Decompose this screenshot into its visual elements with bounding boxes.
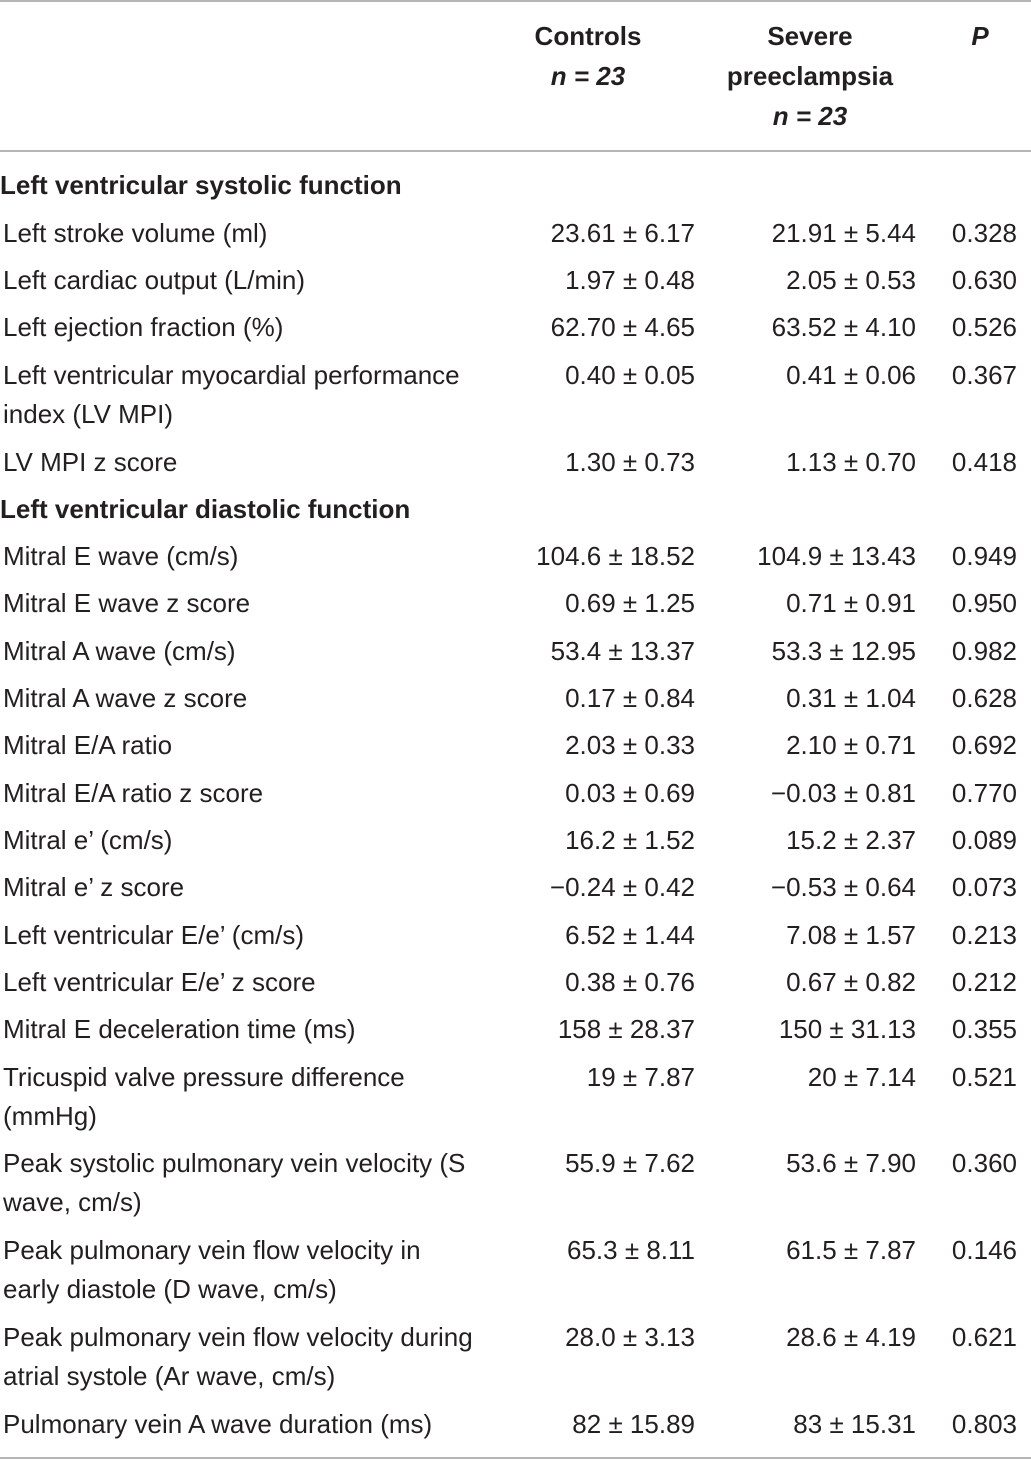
severe-value: 150 ± 31.13 <box>778 1014 916 1044</box>
row-label: Pulmonary vein A wave duration (ms) <box>3 1409 433 1439</box>
controls-value: 0.69 ± 1.25 <box>565 588 695 618</box>
row-label: Left ventricular E/e’ (cm/s) <box>3 920 305 950</box>
p-value: 0.803 <box>951 1409 1017 1439</box>
controls-value: 1.97 ± 0.48 <box>565 265 695 295</box>
severe-value: 21.91 ± 5.44 <box>771 218 916 248</box>
row-label: Left ventricular myocardial performance index (LV MPI) <box>3 360 460 429</box>
section-systolic: Left ventricular systolic function <box>0 170 402 200</box>
section-diastolic: Left ventricular diastolic function <box>0 494 411 524</box>
header-severe-n: n = 23 <box>772 101 848 131</box>
severe-value: 53.3 ± 12.95 <box>771 636 916 666</box>
controls-value: 53.4 ± 13.37 <box>550 636 695 666</box>
p-value: 0.146 <box>951 1235 1017 1265</box>
severe-value: 61.5 ± 7.87 <box>786 1235 916 1265</box>
controls-value: 0.03 ± 0.69 <box>565 778 695 808</box>
p-value: 0.355 <box>951 1014 1017 1044</box>
severe-value: −0.03 ± 0.81 <box>770 778 916 808</box>
p-value: 0.360 <box>951 1148 1017 1178</box>
controls-value: −0.24 ± 0.42 <box>549 872 695 902</box>
p-value: 0.630 <box>951 265 1017 295</box>
p-value: 0.621 <box>951 1322 1017 1352</box>
controls-value: 2.03 ± 0.33 <box>565 730 695 760</box>
header-controls-n: n = 23 <box>550 61 626 91</box>
controls-value: 28.0 ± 3.13 <box>565 1322 695 1352</box>
p-value: 0.213 <box>951 920 1017 950</box>
severe-value: 2.05 ± 0.53 <box>786 265 916 295</box>
header-controls <box>488 16 688 96</box>
row-label: Left cardiac output (L/min) <box>3 265 306 295</box>
p-value: 0.367 <box>951 360 1017 390</box>
severe-value: 83 ± 15.31 <box>793 1409 916 1439</box>
p-value: 0.089 <box>951 825 1017 855</box>
severe-value: 1.13 ± 0.70 <box>786 447 916 477</box>
p-value: 0.073 <box>951 872 1017 902</box>
header-p: P <box>971 21 989 51</box>
severe-value: 63.52 ± 4.10 <box>771 312 916 342</box>
p-value: 0.328 <box>951 218 1017 248</box>
p-value: 0.949 <box>951 541 1017 571</box>
severe-value: 15.2 ± 2.37 <box>786 825 916 855</box>
row-label: Tricuspid valve pressure difference (mmHg) <box>3 1062 405 1131</box>
row-label: Mitral E wave z score <box>3 588 251 618</box>
row-label: Left stroke volume (ml) <box>3 218 268 248</box>
controls-value: 16.2 ± 1.52 <box>565 825 695 855</box>
controls-value: 0.38 ± 0.76 <box>565 967 695 997</box>
header-severe-line1: Severe <box>767 21 853 51</box>
controls-value: 23.61 ± 6.17 <box>550 218 695 248</box>
severe-value: 20 ± 7.14 <box>807 1062 916 1092</box>
p-value: 0.212 <box>951 967 1017 997</box>
row-label: Mitral E wave (cm/s) <box>3 541 239 571</box>
p-value: 0.982 <box>951 636 1017 666</box>
controls-value: 62.70 ± 4.65 <box>550 312 695 342</box>
header-severe <box>700 16 920 136</box>
severe-value: 28.6 ± 4.19 <box>786 1322 916 1352</box>
row-label: Peak systolic pulmonary vein velocity (S wave, cm/s) <box>3 1148 466 1217</box>
p-value: 0.521 <box>951 1062 1017 1092</box>
severe-value: 0.31 ± 1.04 <box>786 683 916 713</box>
controls-value: 19 ± 7.87 <box>586 1062 695 1092</box>
row-label: Peak pulmonary vein flow velocity in early diastole (D wave, cm/s) <box>3 1235 421 1304</box>
controls-value: 1.30 ± 0.73 <box>565 447 695 477</box>
header-controls-title: Controls <box>534 21 642 51</box>
row-label: Mitral E/A ratio <box>3 730 173 760</box>
row-label: Mitral A wave z score <box>3 683 248 713</box>
severe-value: 104.9 ± 13.43 <box>757 541 916 571</box>
p-value: 0.628 <box>951 683 1017 713</box>
header-severe-line2: preeclampsia <box>726 61 894 91</box>
p-value: 0.770 <box>951 778 1017 808</box>
header-rule <box>0 150 1031 152</box>
severe-value: 0.41 ± 0.06 <box>786 360 916 390</box>
row-label: Peak pulmonary vein flow velocity during atrial systole (Ar wave, cm/s) <box>3 1322 473 1391</box>
row-label: Left ventricular E/e’ z score <box>3 967 316 997</box>
controls-value: 6.52 ± 1.44 <box>565 920 695 950</box>
row-label: Mitral E deceleration time (ms) <box>3 1014 356 1044</box>
bottom-rule <box>0 1457 1031 1459</box>
row-label: Mitral E/A ratio z score <box>3 778 264 808</box>
row-label: LV MPI z score <box>3 447 178 477</box>
controls-value: 82 ± 15.89 <box>572 1409 695 1439</box>
controls-value: 158 ± 28.37 <box>557 1014 695 1044</box>
severe-value: 0.71 ± 0.91 <box>786 588 916 618</box>
row-label: Mitral e’ z score <box>3 872 185 902</box>
controls-value: 0.40 ± 0.05 <box>565 360 695 390</box>
severe-value: 53.6 ± 7.90 <box>786 1148 916 1178</box>
p-value: 0.526 <box>951 312 1017 342</box>
controls-value: 104.6 ± 18.52 <box>536 541 695 571</box>
p-value: 0.418 <box>951 447 1017 477</box>
p-value: 0.950 <box>951 588 1017 618</box>
row-label: Mitral A wave (cm/s) <box>3 636 236 666</box>
top-rule <box>0 0 1031 2</box>
controls-value: 65.3 ± 8.11 <box>567 1235 695 1265</box>
row-label: Mitral e’ (cm/s) <box>3 825 173 855</box>
severe-value: 0.67 ± 0.82 <box>786 967 916 997</box>
controls-value: 55.9 ± 7.62 <box>565 1148 695 1178</box>
severe-value: 2.10 ± 0.71 <box>786 730 916 760</box>
p-value: 0.692 <box>951 730 1017 760</box>
severe-value: 7.08 ± 1.57 <box>786 920 916 950</box>
row-label: Left ejection fraction (%) <box>3 312 284 342</box>
severe-value: −0.53 ± 0.64 <box>770 872 916 902</box>
controls-value: 0.17 ± 0.84 <box>565 683 695 713</box>
